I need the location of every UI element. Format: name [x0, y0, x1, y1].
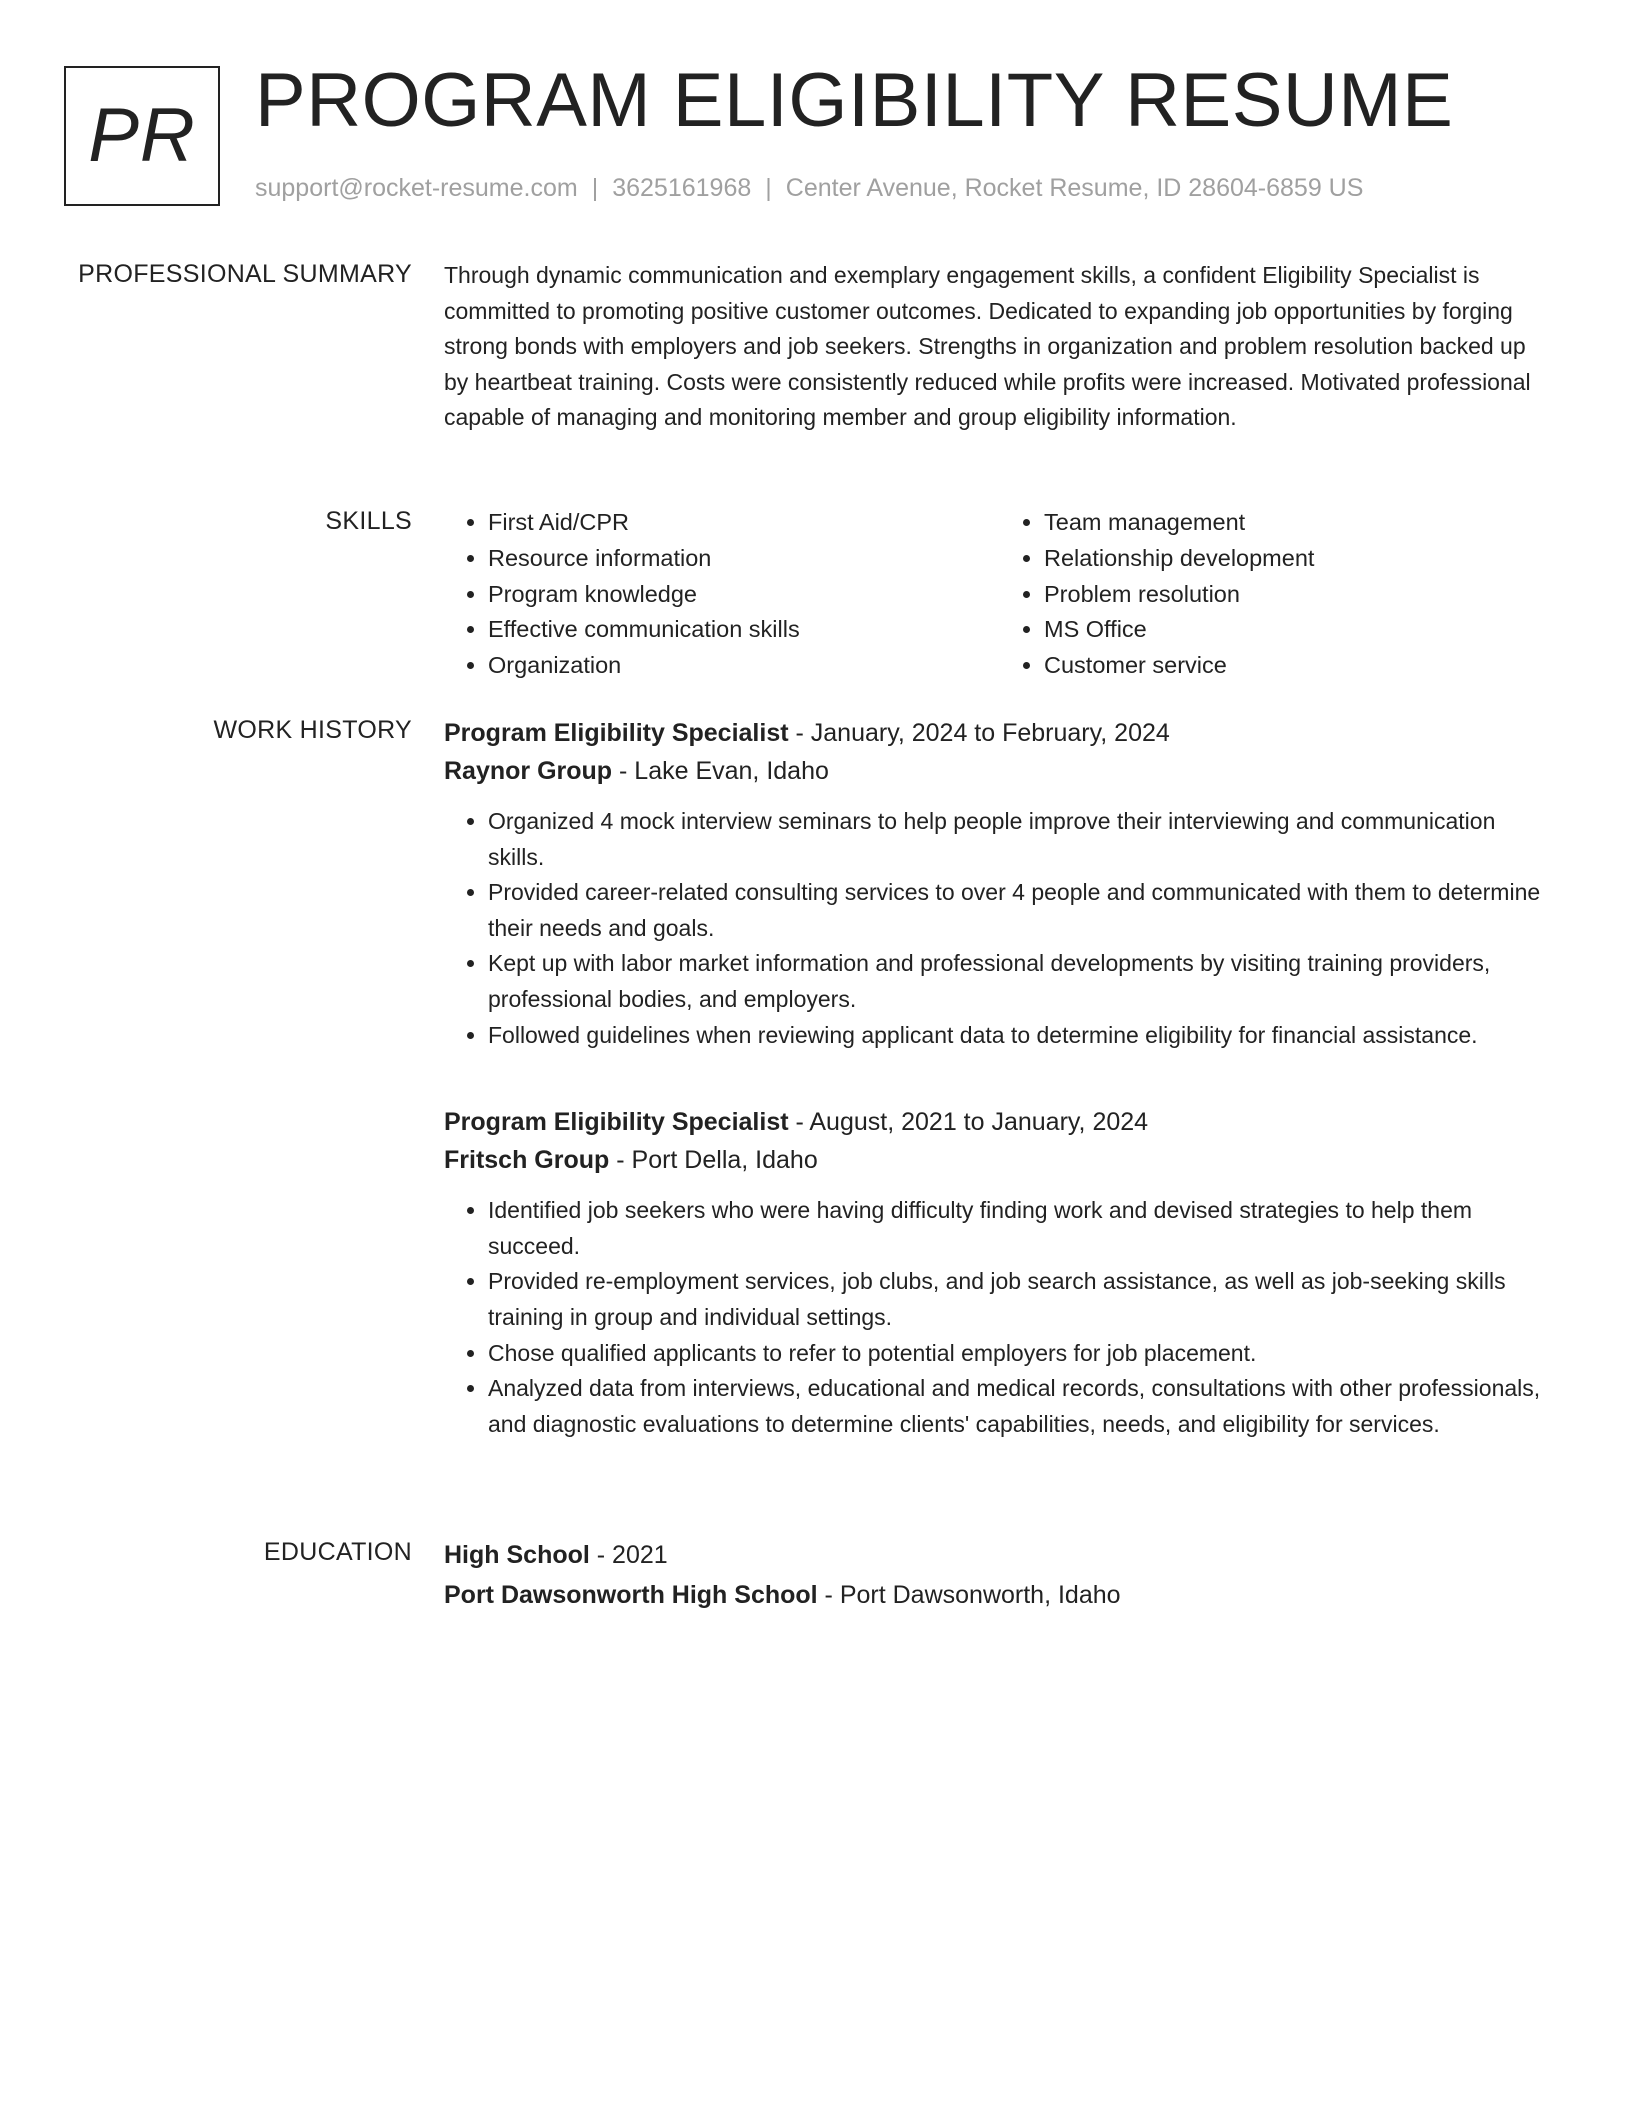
job-company: Raynor Group — [444, 757, 613, 785]
skill-item: • Customer service — [1044, 648, 1556, 684]
job-title: Program Eligibility Specialist — [444, 719, 789, 747]
job-bullet: • Kept up with labor market information and professional developments by visiting training providers, professional bodies, and employers. — [488, 946, 1556, 1017]
section-label-education: EDUCATION — [263, 1538, 412, 1566]
skill-item: • First Aid/CPR — [488, 505, 1000, 541]
monogram-initials: PR — [88, 93, 196, 178]
job-entry — [444, 1103, 1556, 1442]
contact-phone[interactable]: 3625161968 — [612, 174, 752, 202]
job-bullets — [444, 804, 1556, 1053]
monogram-box — [64, 66, 220, 206]
skill-item: • Team management — [1044, 505, 1556, 541]
job-bullet: • Provided career-related consulting services to over 4 people and communicated with them to determine their needs and goals. — [488, 875, 1556, 946]
job-entry — [444, 714, 1556, 1053]
skills-list-right — [1000, 505, 1556, 684]
skill-item: • Organization — [488, 648, 1000, 684]
job-title-line — [444, 714, 1556, 752]
summary-body — [444, 258, 1556, 436]
job-company: Fritsch Group — [444, 1146, 610, 1175]
section-label-summary: PROFESSIONAL SUMMARY — [78, 260, 412, 288]
job-dates: - August, 2021 to January, 2024 — [788, 1108, 1149, 1137]
skill-item: • Resource information — [488, 541, 1000, 577]
skill-item: • MS Office — [1044, 612, 1556, 648]
section-label-skills: SKILLS — [325, 507, 412, 535]
skills-body — [444, 505, 1556, 684]
contact-address: Center Avenue, Rocket Resume, ID 28604-6859 US — [785, 174, 1364, 202]
job-location: - Port Della, Idaho — [609, 1146, 818, 1175]
education-degree: High School — [444, 1541, 590, 1569]
job-title-line — [444, 1103, 1556, 1141]
job-bullet: • Analyzed data from interviews, educational and medical records, consultations with other professionals, and diagnostic evaluations to determine clients' capabilities, needs, and eligibility for services. — [488, 1371, 1556, 1442]
skill-item: • Effective communication skills — [488, 612, 1000, 648]
education-degree-line — [444, 1536, 1556, 1574]
job-location: - Lake Evan, Idaho — [612, 757, 829, 785]
skills-grid — [444, 505, 1556, 684]
education-location: - Port Dawsonworth, Idaho — [817, 1581, 1121, 1609]
contact-separator: | — [765, 174, 772, 202]
job-bullet: • Organized 4 mock interview seminars to help people improve their interviewing and communication skills. — [488, 804, 1556, 875]
work-history-body — [444, 714, 1556, 1442]
job-bullet: • Provided re-employment services, job clubs, and job search assistance, as well as job-seeking skills training in group and individual settings. — [488, 1264, 1556, 1335]
job-dates: - January, 2024 to February, 2024 — [788, 719, 1170, 747]
education-year: - 2021 — [589, 1541, 668, 1569]
job-bullet: • Identified job seekers who were having difficulty finding work and devised strategies to help them succeed. — [488, 1193, 1556, 1264]
contact-separator: | — [591, 174, 599, 202]
job-title: Program Eligibility Specialist — [444, 1108, 789, 1137]
resume-title: PROGRAM ELIGIBILITY RESUME — [255, 58, 1454, 143]
skill-item: • Relationship development — [1044, 541, 1556, 577]
skills-list-left — [444, 505, 1000, 684]
summary-text: Through dynamic communication and exemplary engagement skills, a confident Eligibility Specialist is committed to promoting positive customer outcomes. Dedicated to expanding job opportunities by forging strong bonds with employers and job seekers. Strengths in organization and problem resolution backed up by heartbeat training. Costs were consistently reduced while profits were increased. Motivated professional capable of managing and monitoring member and group eligibility information. — [444, 262, 1531, 431]
skill-item: • Program knowledge — [488, 577, 1000, 613]
job-bullet: • Chose qualified applicants to refer to potential employers for job placement. — [488, 1336, 1556, 1372]
section-label-work-history: WORK HISTORY — [213, 716, 412, 744]
education-school: Port Dawsonworth High School — [444, 1581, 818, 1609]
job-bullets — [444, 1193, 1556, 1442]
job-company-line — [444, 1141, 1556, 1179]
contact-email[interactable]: support@rocket-resume.com — [255, 174, 578, 202]
education-body — [444, 1536, 1556, 1614]
job-company-line — [444, 752, 1556, 790]
contact-line — [255, 172, 1363, 204]
job-bullet: • Followed guidelines when reviewing applicant data to determine eligibility for financial assistance. — [488, 1018, 1556, 1054]
skill-item: • Problem resolution — [1044, 577, 1556, 613]
education-school-line — [444, 1576, 1556, 1614]
